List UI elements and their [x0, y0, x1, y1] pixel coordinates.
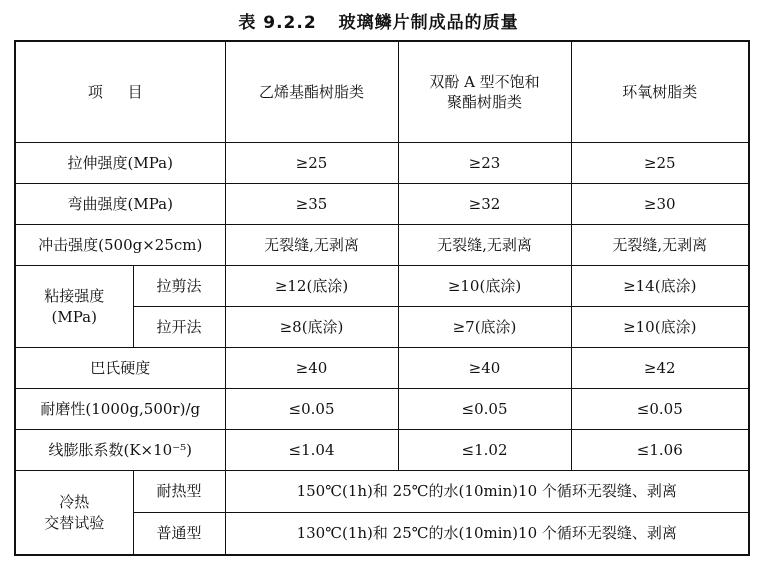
row-label: 巴氏硬度: [15, 348, 225, 389]
cell-value: ≥7(底涂): [398, 307, 571, 348]
table-row: [15, 143, 749, 184]
cell-value: ≥14(底涂): [571, 266, 749, 307]
table-caption: [0, 8, 757, 33]
row-label: 冲击强度(500g×25cm): [15, 225, 225, 266]
table-row: [15, 266, 749, 307]
cell-value: ≥25: [571, 143, 749, 184]
row-label: 线膨胀系数(K×10⁻⁵): [15, 430, 225, 471]
cell-value: ≤1.06: [571, 430, 749, 471]
sub-label: 拉剪法: [133, 266, 225, 307]
table-row: [15, 348, 749, 389]
header-row: [15, 41, 749, 143]
cell-value: ≥8(底涂): [225, 307, 398, 348]
cell-value: ≥30: [571, 184, 749, 225]
sub-label: 耐热型: [133, 471, 225, 513]
header-epoxy: 环氧树脂类: [571, 41, 749, 143]
cell-value: ≥10(底涂): [571, 307, 749, 348]
row-label: 弯曲强度(MPa): [15, 184, 225, 225]
cycle-value: 130℃(1h)和 25℃的水(10min)10 个循环无裂缝、剥离: [225, 513, 749, 556]
quality-table: [14, 40, 750, 556]
header-vinyl-ester: 乙烯基酯树脂类: [225, 41, 398, 143]
cell-value: 无裂缝,无剥离: [225, 225, 398, 266]
cell-value: ≤1.02: [398, 430, 571, 471]
cell-value: ≤0.05: [398, 389, 571, 430]
header-item: 项 目: [15, 41, 225, 143]
cell-value: ≥10(底涂): [398, 266, 571, 307]
row-label: 拉伸强度(MPa): [15, 143, 225, 184]
cell-value: ≥23: [398, 143, 571, 184]
cell-value: ≤1.04: [225, 430, 398, 471]
cell-value: ≥35: [225, 184, 398, 225]
cycle-value: 150℃(1h)和 25℃的水(10min)10 个循环无裂缝、剥离: [225, 471, 749, 513]
cell-value: ≥25: [225, 143, 398, 184]
header-bisphenol-a: 双酚 A 型不饱和 聚酯树脂类: [398, 41, 571, 143]
cell-value: ≥32: [398, 184, 571, 225]
cycle-group-label: 冷热 交替试验: [15, 471, 133, 556]
cell-value: ≥42: [571, 348, 749, 389]
adhesion-group-label: 粘接强度 (MPa): [15, 266, 133, 348]
table-row: [15, 471, 749, 513]
row-label: 耐磨性(1000g,500r)/g: [15, 389, 225, 430]
cell-value: 无裂缝,无剥离: [398, 225, 571, 266]
sub-label: 普通型: [133, 513, 225, 556]
cell-value: ≥40: [398, 348, 571, 389]
table-number: 表 9.2.2: [238, 13, 317, 33]
sub-label: 拉开法: [133, 307, 225, 348]
cell-value: ≥12(底涂): [225, 266, 398, 307]
table-row: [15, 225, 749, 266]
table-row: [15, 389, 749, 430]
cell-value: ≤0.05: [225, 389, 398, 430]
cell-value: ≤0.05: [571, 389, 749, 430]
table-row: [15, 184, 749, 225]
cell-value: ≥40: [225, 348, 398, 389]
cell-value: 无裂缝,无剥离: [571, 225, 749, 266]
table-row: [15, 430, 749, 471]
table-title: 玻璃鳞片制成品的质量: [338, 13, 519, 33]
